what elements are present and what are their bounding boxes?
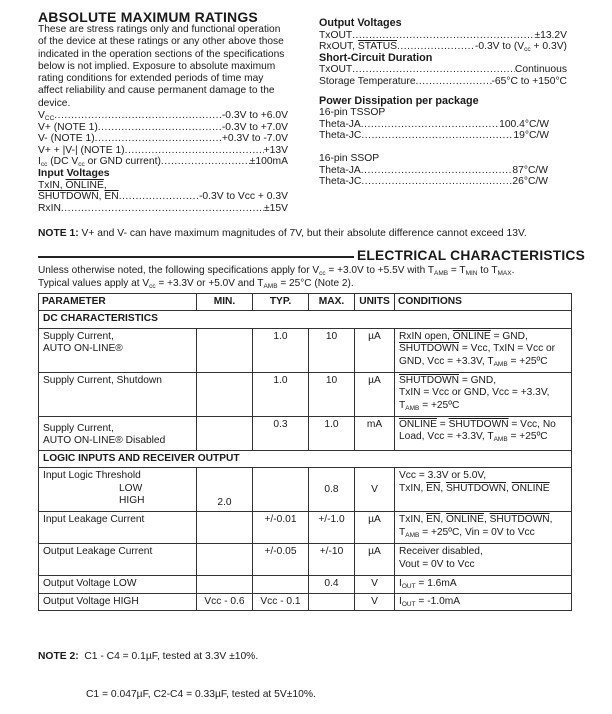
leader-dots bbox=[361, 165, 513, 177]
tssop-ja-label: Theta-JA bbox=[319, 118, 361, 130]
table-row bbox=[39, 512, 572, 544]
leader-dots bbox=[352, 64, 515, 76]
ssop-ja-value: 87°C/W bbox=[512, 164, 548, 176]
status-overline: STATUS bbox=[357, 41, 397, 53]
rating-sc-txout bbox=[319, 64, 567, 76]
ssop-jc-value: 26°C/W bbox=[512, 176, 548, 188]
icc-sub1: cc bbox=[40, 161, 48, 169]
ec-title-rule bbox=[38, 256, 354, 258]
input-voltages-title: Input Voltages bbox=[38, 166, 110, 179]
conditions-cell: SHUTDOWN = GND, TxIN = Vcc or GND, Vcc = +3.3V, $T_{AMB}$ = +25ºC bbox=[395, 372, 572, 416]
param-cell: Supply Current, AUTO ON-LINE® Disabled bbox=[39, 416, 197, 450]
rating-shutdown-en bbox=[38, 191, 288, 203]
ec-table bbox=[38, 293, 572, 611]
leader-dots bbox=[352, 30, 534, 42]
min-cell bbox=[197, 512, 253, 544]
para-line: affect reliability and cause permanent damage to the bbox=[38, 85, 275, 97]
rating-txin bbox=[38, 180, 288, 192]
para-line: These are stress ratings only and functional operation bbox=[38, 24, 281, 35]
abs-max-ratings-list bbox=[38, 110, 288, 214]
rxin-value: ±15V bbox=[264, 202, 288, 214]
section-row bbox=[39, 450, 572, 467]
typ-cell: +/-0.01 bbox=[253, 512, 309, 544]
table-row bbox=[39, 468, 572, 512]
header-min: MIN. bbox=[197, 294, 253, 311]
icc-prefix: I bbox=[38, 156, 41, 168]
header-conditions: CONDITIONS bbox=[395, 294, 572, 311]
note-1-label: NOTE 1: bbox=[38, 228, 79, 239]
min-cell: 2.0 bbox=[197, 468, 253, 512]
max-cell bbox=[309, 593, 355, 610]
max-cell: 10 bbox=[309, 328, 355, 372]
leader-dots bbox=[361, 130, 513, 142]
rating-vcc bbox=[38, 110, 288, 122]
typ-cell: 0.3 bbox=[253, 416, 309, 450]
min-cell bbox=[197, 416, 253, 450]
note-2-line-1: C1 - C4 = 0.1µF, tested at 3.3V ±10%. bbox=[78, 651, 259, 662]
rxout-value: -0.3V to (V bbox=[474, 41, 525, 53]
param-cell: Supply Current, AUTO ON-LINE® bbox=[39, 328, 197, 372]
min-cell bbox=[197, 544, 253, 576]
shdn-value: -0.3V to Vcc + 0.3V bbox=[198, 191, 288, 203]
abs-max-title: ABSOLUTE MAXIMUM RATINGS bbox=[38, 9, 258, 25]
typ-cell bbox=[253, 468, 309, 512]
icc-mid: (DC V bbox=[47, 156, 79, 168]
short-circuit-title: Short-Circuit Duration bbox=[319, 51, 433, 64]
header-units: UNITS bbox=[355, 294, 395, 311]
para-line: below is not implied. Exposure to absolute maximum bbox=[38, 60, 276, 72]
sc-txout-label: TxOUT bbox=[319, 64, 353, 76]
txin-c: , bbox=[103, 179, 107, 191]
conditions-cell: TxIN, $\overline{EN}$, ONLINE, SHUTDOWN, $T_{AMB}$ = +25ºC, Vin = 0V to Vcc bbox=[395, 512, 572, 544]
typ-cell bbox=[253, 576, 309, 593]
rxout-label: RxOUT, bbox=[319, 41, 358, 53]
leader-dots bbox=[119, 191, 199, 203]
note-1 bbox=[38, 228, 527, 239]
leader-dots bbox=[95, 133, 222, 145]
rating-ssop-ja bbox=[319, 165, 548, 177]
storage-label: Storage Temperature bbox=[319, 75, 416, 87]
units-cell: µA bbox=[355, 328, 395, 372]
storage-value: -65°C to +150°C bbox=[491, 75, 567, 87]
txout-label: TxOUT bbox=[319, 29, 353, 41]
rxin-label: RxIN bbox=[38, 202, 61, 214]
shdn-sep: , bbox=[98, 191, 105, 203]
power-dissipation-title: Power Dissipation per package bbox=[319, 94, 479, 107]
para-line: of the device at these ratings or any other above those bbox=[38, 36, 284, 48]
icc-suffix: or GND current) bbox=[84, 156, 161, 168]
table-row bbox=[39, 372, 572, 416]
table-row bbox=[39, 576, 572, 593]
rating-tssop-jc bbox=[319, 130, 549, 142]
right-ratings bbox=[319, 18, 567, 188]
leader-dots bbox=[61, 203, 264, 215]
rating-vminus bbox=[38, 133, 288, 145]
header-max: MAX. bbox=[309, 294, 355, 311]
tssop-label: 16-pin TSSOP bbox=[319, 107, 386, 119]
txout-value: ±13.2V bbox=[534, 29, 567, 41]
table-row bbox=[39, 416, 572, 450]
section-dc-characteristics: DC CHARACTERISTICS bbox=[39, 311, 572, 328]
param-cell: Input Logic Threshold LOW HIGH bbox=[39, 468, 197, 512]
ssop-label: 16-pin SSOP bbox=[319, 152, 380, 164]
max-cell: 10 bbox=[309, 372, 355, 416]
header-parameter: PARAMETER bbox=[39, 294, 197, 311]
vsum-value: +13V bbox=[263, 144, 288, 156]
conditions-cell: $I_{OUT} = -1.0mA$ bbox=[395, 593, 572, 610]
max-cell: 0.4 bbox=[309, 576, 355, 593]
para-line: rating conditions for extended periods of time may bbox=[38, 73, 264, 85]
vplus-value: -0.3V to +7.0V bbox=[221, 121, 288, 133]
min-cell: Vcc - 0.6 bbox=[197, 593, 253, 610]
txin-a: TxIN, bbox=[38, 179, 66, 191]
section-row bbox=[39, 311, 572, 328]
conditions-cell: RxIN open, ONLINE = GND, SHUTDOWN = Vcc, TxIN = Vcc or GND, Vcc = +3.3V, $T_{AMB}$ = +25ºC bbox=[395, 328, 572, 372]
typ-cell: Vcc - 0.1 bbox=[253, 593, 309, 610]
param-cell: Input Leakage Current bbox=[39, 512, 197, 544]
rating-ssop-jc bbox=[319, 176, 548, 188]
tssop-jc-label: Theta-JC bbox=[319, 130, 362, 142]
units-cell: V bbox=[355, 468, 395, 512]
leader-dots bbox=[54, 110, 222, 122]
max-cell: +/-10 bbox=[309, 544, 355, 576]
leader-dots bbox=[416, 76, 492, 88]
icc-value: ±100mA bbox=[249, 156, 288, 168]
max-cell: 0.8 bbox=[309, 468, 355, 512]
units-cell: V bbox=[355, 593, 395, 610]
rating-vsum bbox=[38, 145, 288, 157]
min-cell bbox=[197, 328, 253, 372]
param-cell: Output Voltage HIGH bbox=[39, 593, 197, 610]
typ-cell: 1.0 bbox=[253, 328, 309, 372]
tssop-jc-value: 19°C/W bbox=[513, 130, 549, 142]
typ-cell: +/-0.05 bbox=[253, 544, 309, 576]
header-typ: TYP. bbox=[253, 294, 309, 311]
max-cell: 1.0 bbox=[309, 416, 355, 450]
abs-max-paragraph bbox=[38, 24, 290, 110]
vminus-value: +0.3V to -7.0V bbox=[221, 133, 288, 145]
output-voltages-title: Output Voltages bbox=[319, 17, 402, 29]
ec-intro-line-1: Unless otherwise noted, the following specifications apply for $V_{cc} = +3.0V$ to +5.5V with $T_{AMB} = T_{MIN}$ to $T_{MAX}$. bbox=[38, 265, 515, 277]
min-cell bbox=[197, 372, 253, 416]
vcc-label: V bbox=[38, 110, 45, 121]
table-row bbox=[39, 544, 572, 576]
vcc-sub: CC bbox=[44, 115, 55, 122]
rating-vplus bbox=[38, 122, 288, 134]
note-2-label: NOTE 2: bbox=[38, 651, 79, 662]
vcc-value: -0.3V to +6.0V bbox=[221, 110, 288, 121]
ec-intro bbox=[38, 265, 514, 290]
table-row bbox=[39, 328, 572, 372]
ssop-jc-label: Theta-JC bbox=[319, 176, 362, 188]
vsum-label: V+ + |V-| (NOTE 1) bbox=[38, 144, 125, 156]
note-2 bbox=[38, 626, 316, 714]
vplus-label: V+ (NOTE 1) bbox=[38, 121, 98, 133]
typ-cell: 1.0 bbox=[253, 372, 309, 416]
section-logic-inputs: LOGIC INPUTS AND RECEIVER OUTPUT bbox=[39, 450, 572, 467]
para-line: indicated in the operation sections of the specifications bbox=[38, 48, 285, 60]
conditions-cell: $I_{OUT} = 1.6mA$ bbox=[395, 576, 572, 593]
ec-intro-line-2: Typical values apply at $V_{cc} = +3.3V$ or +5.0V and $T_{AMB} = 25^\circ C$ (Note 2). bbox=[38, 277, 354, 290]
table-header-row bbox=[39, 294, 572, 311]
units-cell: µA bbox=[355, 372, 395, 416]
conditions-cell: ONLINE = SHUTDOWN = Vcc, No Load, Vcc = +3.3V, $T_{AMB}$ = +25ºC bbox=[395, 416, 572, 450]
en-overline: $\overline{EN}$ bbox=[104, 191, 119, 203]
leader-dots bbox=[161, 156, 250, 168]
rating-txout bbox=[319, 30, 567, 42]
rxout-sub: cc bbox=[524, 46, 531, 54]
ec-title: ELECTRICAL CHARACTERISTICS bbox=[357, 248, 585, 263]
units-cell: mA bbox=[355, 416, 395, 450]
icc-sub2: cc bbox=[78, 161, 85, 169]
rating-rxin bbox=[38, 203, 288, 215]
leader-dots bbox=[125, 145, 264, 157]
param-cell: Supply Current, Shutdown bbox=[39, 372, 197, 416]
note-1-text: V+ and V- can have maximum magnitudes of 7V, but their absolute difference cannot exceed 13V. bbox=[78, 228, 527, 239]
online-overline: ONLINE bbox=[65, 179, 104, 191]
param-cell: Output Leakage Current bbox=[39, 544, 197, 576]
rxout-tail: + 0.3V) bbox=[530, 41, 567, 53]
rating-storage bbox=[319, 76, 567, 88]
leader-dots bbox=[98, 122, 222, 134]
min-cell bbox=[197, 576, 253, 593]
shutdown-overline: SHUTDOWN bbox=[38, 191, 99, 203]
note-2-line-2: C1 = 0.047µF, C2-C4 = 0.33µF, tested at 5V±10%. bbox=[86, 688, 316, 700]
leader-dots bbox=[361, 176, 512, 188]
ssop-ja-label: Theta-JA bbox=[319, 164, 361, 176]
conditions-cell: Vcc = 3.3V or 5.0V, TxIN, $\overline{EN}$, SHUTDOWN, ONLINE bbox=[395, 468, 572, 512]
para-line: device. bbox=[38, 97, 71, 109]
sc-txout-value: Continuous bbox=[514, 64, 567, 76]
conditions-cell: Receiver disabled, Vout = 0V to Vcc bbox=[395, 544, 572, 576]
vminus-label: V- (NOTE 1) bbox=[38, 133, 95, 145]
table-row bbox=[39, 593, 572, 610]
param-cell: Output Voltage LOW bbox=[39, 576, 197, 593]
tssop-ja-value: 100.4°C/W bbox=[499, 118, 549, 130]
rating-tssop-ja bbox=[319, 119, 549, 131]
max-cell: +/-1.0 bbox=[309, 512, 355, 544]
units-cell: µA bbox=[355, 544, 395, 576]
leader-dots bbox=[361, 119, 499, 131]
units-cell: V bbox=[355, 576, 395, 593]
units-cell: µA bbox=[355, 512, 395, 544]
